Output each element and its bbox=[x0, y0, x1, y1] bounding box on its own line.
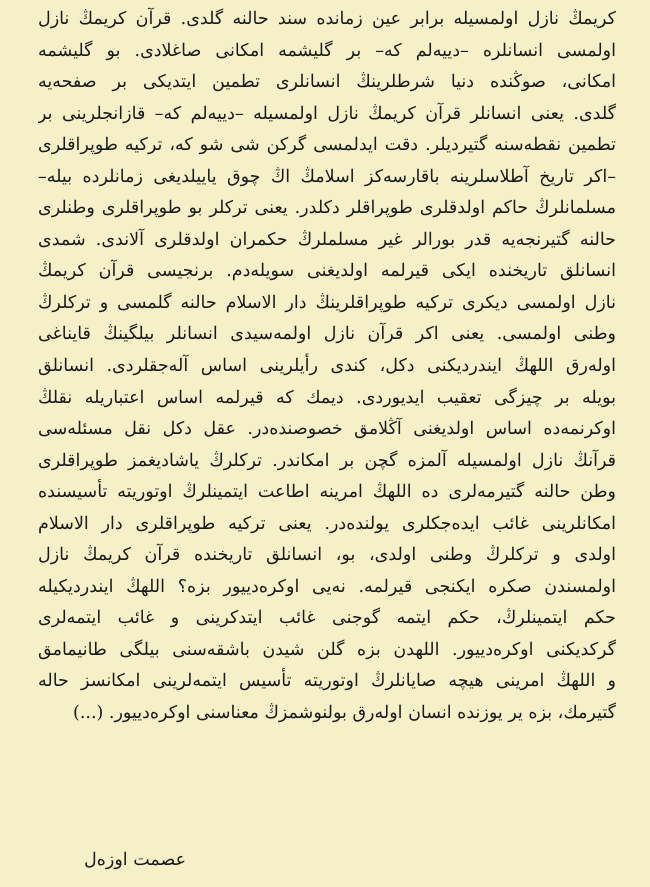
text-line: اولمسندن صکره ایکنجی قیرلمه. نه‌یی اوکره‌دییور بزه؟ اللهڭ ایندردیکیله bbox=[38, 576, 616, 597]
text-line: حکم ایتمینلرڭ، حکم ایتمه گوجنی غائب ایتدکرینی و غائب ایتمه‌لری bbox=[38, 608, 616, 629]
text-line: وطن حالنه گتیرمەلری ده اللهڭ امرینه اطاعت ایتمینلرڭ اوتوریته تأسیسنده bbox=[38, 482, 616, 503]
text-line: حالنه گتیرنجه‌یه قدر بورالر غیر مسلملرڭ حکمران اولدقلری آلاندی. شمدی bbox=[38, 229, 616, 250]
text-line: گرکدیکنی اوکره‌دییور. اللهدن بزه گلن شیدن باشقه‌سنی بیلگی طانیمامق bbox=[38, 639, 616, 660]
text-line: قرآنڭ نازل اولمسیله آلمزه گچن بر امکاندر. ترکلرڭ یاشادیغمز طوپراقلری bbox=[38, 450, 616, 471]
body-text bbox=[38, 4, 616, 730]
text-line: گتیرمك، بزه یر یوزنده انسان اوله‌رق بولنوشمزڭ معناسنی اوکره‌دییور. (...) bbox=[73, 703, 616, 724]
text-line: بویله بر چیزگی تعقیب ایدیوردی. دیمك که قیرلمه اساس اعتباریله نقلڭ bbox=[38, 387, 616, 408]
text-line: اولمسی انسانلره –دییەلم که– بر گلیشمه امکانی صاغلادی. بو گلیشمه bbox=[38, 40, 616, 61]
text-line: امکانلرینی غائب ایده‌جکلری یولنده‌در. یعنی ترکیه طوپراقلری دار الاسلام bbox=[38, 513, 616, 534]
author-signature: عصمت اوزه‌ل bbox=[84, 850, 187, 870]
text-line: کریمڭ نازل اولمسیله برابر عین زمانده سند حالنه گلدی. قرآن کریمڭ نازل bbox=[38, 9, 616, 29]
text-line: تطمین نقطه‌سنه گتیردیلر. دقت ایدلمسی گرکن شی شو که، ترکیه طوپراقلری bbox=[38, 135, 616, 156]
text-line: گلدی. یعنی انسانلر قرآن کریمڭ نازل اولمسیله –دییەلم که– قازانجلرینی بر bbox=[38, 103, 616, 124]
text-line: انسانلق تاریخنده ایکی قیرلمه اولدیغنی سویله‌دم. برنجیسی قرآن کریمڭ bbox=[38, 261, 616, 282]
text-line: مسلمانلرڭ حاکم اولدقلری طوپراقلر دکلدر. یعنی ترکلر بو طوپراقلری وطنلری bbox=[38, 198, 616, 219]
text-line: اولدی و ترکلرڭ وطنی اولدی، بو، انسانلق تاریخنده قرآن کریمڭ نازل bbox=[38, 545, 616, 566]
text-line: اوکرنمه‌ده اساس اولدیغنی آڭلامق خصوصنده‌در. عقل دکل نقل مسئله‌سی bbox=[38, 419, 616, 440]
text-line: –اکر تاریخ آطلاسلرینه باقارسه‌کز اسلامڭ اڭ چوق یاییلدیغی زمانلرده بیله– bbox=[38, 166, 616, 187]
text-line: و اللهڭ امرینی هیچه صایانلرڭ اوتوریته تأسیس ایتمه‌لرینی امکانسز حاله bbox=[38, 671, 616, 692]
text-line: امکانی، صوڭنده دنیا شرطلرینڭ انسانلری تطمین ایتدیکی بر صفحه‌یه bbox=[38, 72, 616, 93]
text-line: اوله‌رق اللهڭ ایندردیکنی دکل، کندی رأیلرینی اساس آله‌جقلردی. انسانلق bbox=[38, 356, 616, 377]
text-line: وطنی اولمسی. یعنی اکر قرآن نازل اولمه‌سیدی انسانلر بیلگینڭ قایناغی bbox=[38, 324, 616, 345]
text-line: نازل اولمسی دیکری ترکیه طوپراقلرینڭ دار الاسلام حالنه گلمسی و ترکلرڭ bbox=[38, 292, 616, 313]
